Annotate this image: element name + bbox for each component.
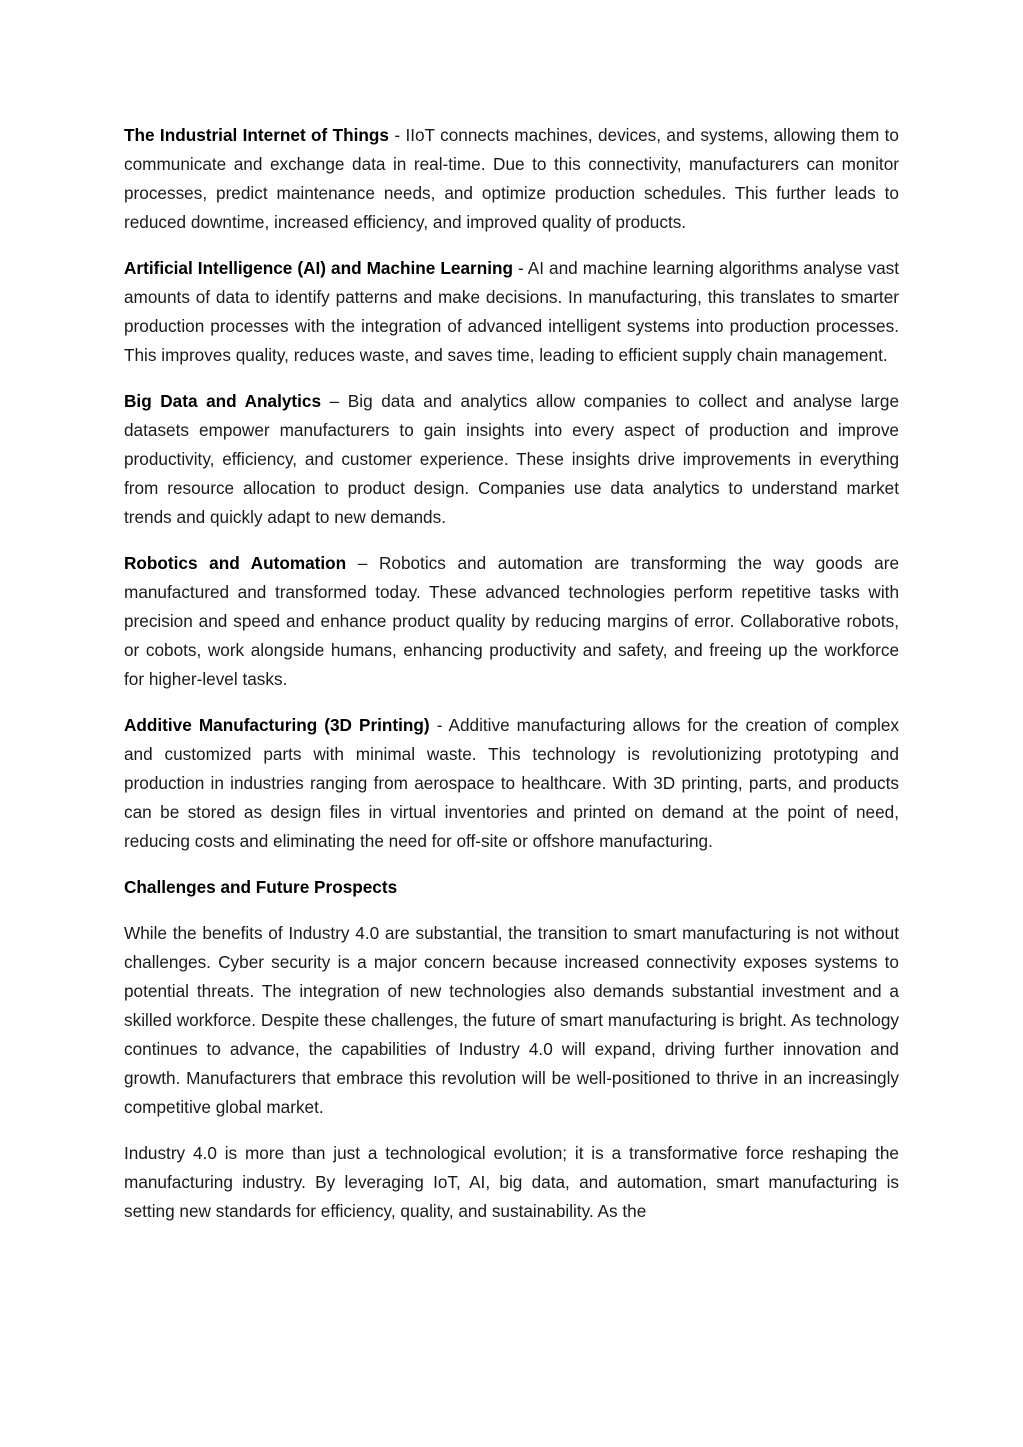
section-title: Big Data and Analytics bbox=[124, 391, 322, 411]
section-title: Artificial Intelligence (AI) and Machine Learning bbox=[124, 258, 513, 278]
section-title: Robotics and Automation bbox=[124, 553, 347, 573]
section-ai-ml bbox=[124, 254, 899, 370]
section-big-data bbox=[124, 387, 899, 532]
section-robotics bbox=[124, 549, 899, 694]
section-separator: – bbox=[346, 553, 379, 573]
section-body: Robotics and automation are transforming the way goods are manufactured and transformed today. These advanced technologies perform repetitive tasks with precision and speed and enhance product quality by reducing margins of error. Collaborative robots, or cobots, work alongside humans, enhancing productivity and safety, and freeing up the workforce for higher-level tasks. bbox=[124, 553, 900, 689]
section-separator: - bbox=[388, 125, 406, 145]
section-heading: Challenges and Future Prospects bbox=[124, 877, 398, 897]
body-paragraph: Industry 4.0 is more than just a technological evolution; it is a transformative force reshaping the manufacturing industry. By leveraging IoT, AI, big data, and automation, smart manufacturing is setting new standards for efficiency, quality, and sustainability. As the bbox=[124, 1143, 899, 1221]
section-body: AI and machine learning algorithms analyse vast amounts of data to identify patterns and make decisions. In manufacturing, this translates to smarter production processes with the integration of advanced intelligent systems into production processes. This improves quality, reduces waste, and saves time, leading to efficient supply chain management. bbox=[124, 258, 900, 365]
section-body: Additive manufacturing allows for the creation of complex and customized parts with minimal waste. This technology is revolutionizing prototyping and production in industries ranging from aerospace to healthcare. With 3D printing, parts, and products can be stored as design files in virtual inventories and printed on demand at the point of need, reducing costs and eliminating the need for off-site or offshore manufacturing. bbox=[124, 715, 899, 851]
section-title: Additive Manufacturing (3D Printing) bbox=[124, 715, 430, 735]
document-page bbox=[124, 121, 899, 1243]
section-iiot bbox=[124, 121, 899, 237]
section-body: IIoT connects machines, devices, and systems, allowing them to communicate and exchange data in real-time. Due to this connectivity, manufacturers can monitor processes, predict maintenance needs, and optimize production schedules. This further leads to reduced downtime, increased efficiency, and improved quality of products. bbox=[124, 125, 899, 232]
body-paragraph: While the benefits of Industry 4.0 are substantial, the transition to smart manufacturing is not without challenges. Cyber security is a major concern because increased connectivity exposes systems to potential threats. The integration of new technologies also demands substantial investment and a skilled workforce. Despite these challenges, the future of smart manufacturing is bright. As technology continues to advance, the capabilities of Industry 4.0 will expand, driving further innovation and growth. Manufacturers that embrace this revolution will be well-positioned to thrive in an increasingly competitive global market. bbox=[124, 923, 899, 1117]
section-additive bbox=[124, 711, 899, 856]
section-body: Big data and analytics allow companies to collect and analyse large datasets empower manufacturers to gain insights into every aspect of production and improve productivity, efficiency, and customer experience. These insights drive improvements in everything from resource allocation to product design. Companies use data analytics to understand market trends and quickly adapt to new demands. bbox=[124, 391, 899, 527]
section-separator: - bbox=[429, 715, 449, 735]
section-title: The Industrial Internet of Things bbox=[124, 125, 389, 145]
section-separator: – bbox=[321, 391, 348, 411]
section-separator: - bbox=[512, 258, 528, 278]
